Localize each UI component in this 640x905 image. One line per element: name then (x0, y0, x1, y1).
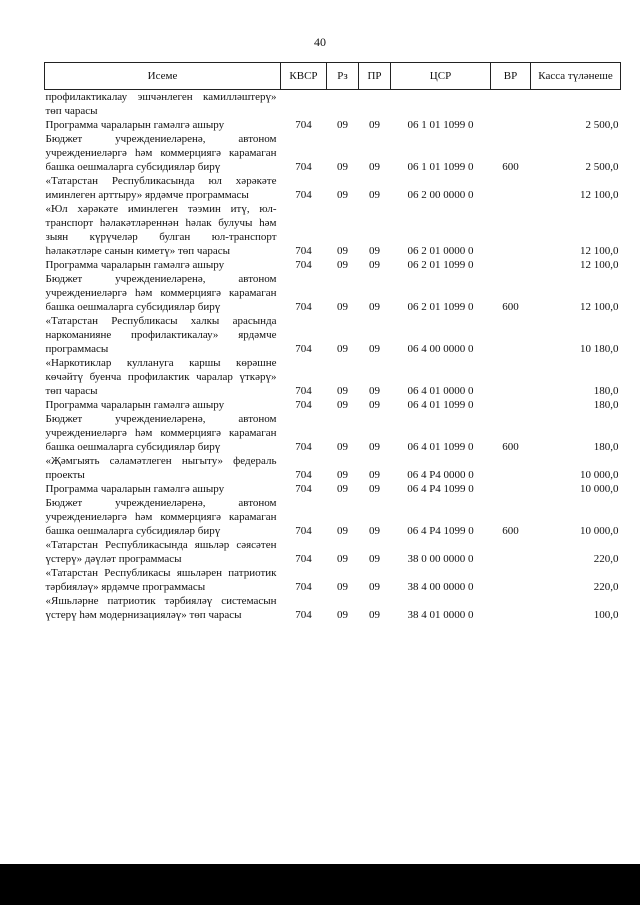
cell-vr: 600 (502, 301, 519, 313)
cell-pr: 09 (369, 189, 380, 201)
table-row (45, 314, 621, 356)
cell-csr: 06 1 01 1099 0 (407, 119, 474, 131)
cell-kvsr: 704 (295, 119, 312, 131)
cell-name: «Татарстан Республикасында юл хәрәкәте иминлеген арттыру» ярдәмче программасы (45, 175, 277, 201)
table-row (45, 356, 621, 398)
cell-amount: 10 000,0 (580, 469, 619, 481)
cell-name: Бюджет учреждениеләренә, автоном учреждениеләргә һәм коммерциягә карамаган башка оешмаларга субсидияләр бирү (45, 273, 277, 313)
cell-pr: 09 (369, 301, 380, 313)
cell-amount: 10 000,0 (580, 483, 619, 495)
cell-name: Бюджет учреждениеләренә, автоном учреждениеләргә һәм коммерциягә карамаган башка оешмаларга субсидияләр бирү (45, 413, 277, 453)
budget-table-container (44, 62, 620, 622)
cell-rz: 09 (337, 385, 348, 397)
cell-vr: 600 (502, 161, 519, 173)
header-kvsr: КВСР (281, 63, 327, 90)
cell-rz: 09 (337, 469, 348, 481)
cell-kvsr: 704 (295, 581, 312, 593)
cell-rz: 09 (337, 525, 348, 537)
cell-csr: 38 4 01 0000 0 (407, 609, 474, 621)
cell-amount: 12 100,0 (580, 189, 619, 201)
cell-pr: 09 (369, 581, 380, 593)
cell-rz: 09 (337, 483, 348, 495)
cell-vr (491, 356, 531, 398)
cell-vr (491, 398, 531, 412)
cell-rz: 09 (337, 119, 348, 131)
cell-rz: 09 (337, 301, 348, 313)
cell-amount: 100,0 (593, 609, 619, 621)
cell-rz: 09 (337, 245, 348, 257)
table-row (45, 482, 621, 496)
cell-csr: 06 2 00 0000 0 (407, 189, 474, 201)
cell-name: Программа чараларын гамәлгә ашыру (45, 119, 225, 131)
cell-pr: 09 (369, 259, 380, 271)
cell-name: «Татарстан Республикасы яшьләрен патриотик тәрбияләү» ярдәмче программасы (45, 567, 277, 593)
cell-name: «Татарстан Республикасында яшьләр сәясәтен үстерү» дәүләт программасы (45, 539, 277, 565)
cell-csr: 06 2 01 0000 0 (407, 245, 474, 257)
cell-name: Бюджет учреждениеләренә, автоном учреждениеләргә һәм коммерциягә карамаган башка оешмаларга субсидияләр бирү (45, 497, 277, 537)
cell-name: Бюджет учреждениеләренә, автоном учреждениеләргә һәм коммерциягә карамаган башка оешмаларга субсидияләр бирү (45, 133, 277, 173)
cell-kvsr: 704 (295, 441, 312, 453)
cell-amount: 220,0 (593, 553, 619, 565)
cell-vr (491, 90, 531, 119)
header-name: Исеме (45, 63, 281, 90)
budget-table (44, 62, 621, 622)
table-row (45, 202, 621, 258)
cell-kvsr: 704 (295, 609, 312, 621)
cell-vr (491, 482, 531, 496)
table-row (45, 594, 621, 622)
cell-vr: 600 (502, 441, 519, 453)
cell-name: Программа чараларын гамәлгә ашыру (45, 259, 225, 271)
table-row (45, 454, 621, 482)
cell-pr: 09 (369, 399, 380, 411)
cell-pr: 09 (369, 119, 380, 131)
cell-name: «Яшьләрне патриотик тәрбияләү системасын үстерү һәм модернизацияләү» төп чарасы (45, 595, 277, 621)
cell-kvsr: 704 (295, 343, 312, 355)
cell-rz: 09 (337, 161, 348, 173)
page-number: 40 (314, 35, 326, 49)
header-pr: ПР (359, 63, 391, 90)
cell-amount: 180,0 (593, 441, 619, 453)
cell-amount: 10 000,0 (580, 525, 619, 537)
cell-csr: 38 0 00 0000 0 (407, 553, 474, 565)
table-row (45, 118, 621, 132)
cell-kvsr: 704 (295, 245, 312, 257)
cell-amount: 220,0 (593, 581, 619, 593)
cell-name: Программа чараларын гамәлгә ашыру (45, 399, 225, 411)
cell-vr (491, 258, 531, 272)
cell-pr: 09 (369, 469, 380, 481)
cell-kvsr: 704 (295, 399, 312, 411)
cell-rz: 09 (337, 581, 348, 593)
table-row (45, 398, 621, 412)
cell-pr: 09 (369, 245, 380, 257)
cell-amount: 12 100,0 (580, 245, 619, 257)
cell-vr (491, 174, 531, 202)
cell-kvsr: 704 (295, 469, 312, 481)
cell-csr: 06 4 P4 1099 0 (407, 525, 474, 537)
header-csr: ЦСР (391, 63, 491, 90)
cell-pr: 09 (369, 161, 380, 173)
cell-pr: 09 (369, 525, 380, 537)
cell-rz: 09 (337, 399, 348, 411)
table-row (45, 566, 621, 594)
cell-kvsr: 704 (295, 301, 312, 313)
cell-rz (327, 90, 359, 119)
cell-csr (391, 90, 491, 119)
cell-rz: 09 (337, 259, 348, 271)
cell-kvsr: 704 (295, 483, 312, 495)
cell-pr: 09 (369, 609, 380, 621)
cell-vr (491, 454, 531, 482)
table-row (45, 132, 621, 174)
table-row (45, 538, 621, 566)
cell-csr: 06 4 P4 1099 0 (407, 483, 474, 495)
cell-pr: 09 (369, 483, 380, 495)
cell-pr: 09 (369, 385, 380, 397)
cell-rz: 09 (337, 189, 348, 201)
cell-pr: 09 (369, 553, 380, 565)
table-row (45, 272, 621, 314)
cell-amount: 12 100,0 (580, 301, 619, 313)
cell-name: Программа чараларын гамәлгә ашыру (45, 483, 225, 495)
header-vr: ВР (491, 63, 531, 90)
cell-vr (491, 538, 531, 566)
cell-amount: 2 500,0 (585, 161, 619, 173)
cell-name: «Җәмгыять сәламәтлеген ныгыту» федераль проекты (45, 455, 277, 481)
cell-pr (359, 90, 391, 119)
cell-kvsr: 704 (295, 553, 312, 565)
cell-csr: 06 2 01 1099 0 (407, 301, 474, 313)
cell-amount: 10 180,0 (580, 343, 619, 355)
cell-csr: 06 1 01 1099 0 (407, 161, 474, 173)
cell-kvsr: 704 (295, 259, 312, 271)
table-row (45, 496, 621, 538)
cell-vr (491, 118, 531, 132)
cell-kvsr: 704 (295, 189, 312, 201)
scan-border (0, 864, 640, 905)
cell-amount: 2 500,0 (585, 119, 619, 131)
cell-kvsr: 704 (295, 385, 312, 397)
cell-csr: 06 4 01 1099 0 (407, 441, 474, 453)
cell-csr: 38 4 00 0000 0 (407, 581, 474, 593)
cell-rz: 09 (337, 609, 348, 621)
table-row (45, 174, 621, 202)
cell-amount: 12 100,0 (580, 259, 619, 271)
cell-csr: 06 2 01 1099 0 (407, 259, 474, 271)
cell-rz: 09 (337, 441, 348, 453)
cell-amount: 180,0 (593, 399, 619, 411)
cell-kvsr (281, 90, 327, 119)
cell-vr (491, 314, 531, 356)
cell-vr: 600 (502, 525, 519, 537)
table-body (45, 90, 621, 623)
table-row (45, 90, 621, 119)
cell-vr (491, 566, 531, 594)
cell-csr: 06 4 01 0000 0 (407, 385, 474, 397)
cell-name: профилактикалау эшчәнлеген камилләштерү» төп чарасы (45, 91, 277, 117)
header-kassa: Касса түләнеше (531, 63, 621, 90)
cell-name: «Юл хәрәкәте иминлеген тәэмин итү, юл-транспорт һәлакәтләреннән һәлак булучы һәм зыян күрүчеләр булган юл-транспорт һәлакәтләре санын киметү» төп чарасы (45, 203, 277, 257)
cell-amount (531, 90, 621, 119)
table-header-row (45, 63, 621, 90)
cell-csr: 06 4 P4 0000 0 (407, 469, 474, 481)
cell-amount: 180,0 (593, 385, 619, 397)
cell-kvsr: 704 (295, 161, 312, 173)
cell-csr: 06 4 00 0000 0 (407, 343, 474, 355)
cell-csr: 06 4 01 1099 0 (407, 399, 474, 411)
cell-rz: 09 (337, 343, 348, 355)
cell-pr: 09 (369, 343, 380, 355)
table-row (45, 258, 621, 272)
cell-vr (491, 202, 531, 258)
header-rz: Рз (327, 63, 359, 90)
table-row (45, 412, 621, 454)
cell-name: «Наркотиклар кулланугa каршы көрәшне көчәйтү буенча профилактик чаралар үткәрү» төп чарасы (45, 357, 277, 397)
cell-vr (491, 594, 531, 622)
cell-rz: 09 (337, 553, 348, 565)
cell-pr: 09 (369, 441, 380, 453)
cell-name: «Татарстан Республикасы халкы арасында наркоманияне профилактикалау» ярдәмче программасы (45, 315, 277, 355)
cell-kvsr: 704 (295, 525, 312, 537)
